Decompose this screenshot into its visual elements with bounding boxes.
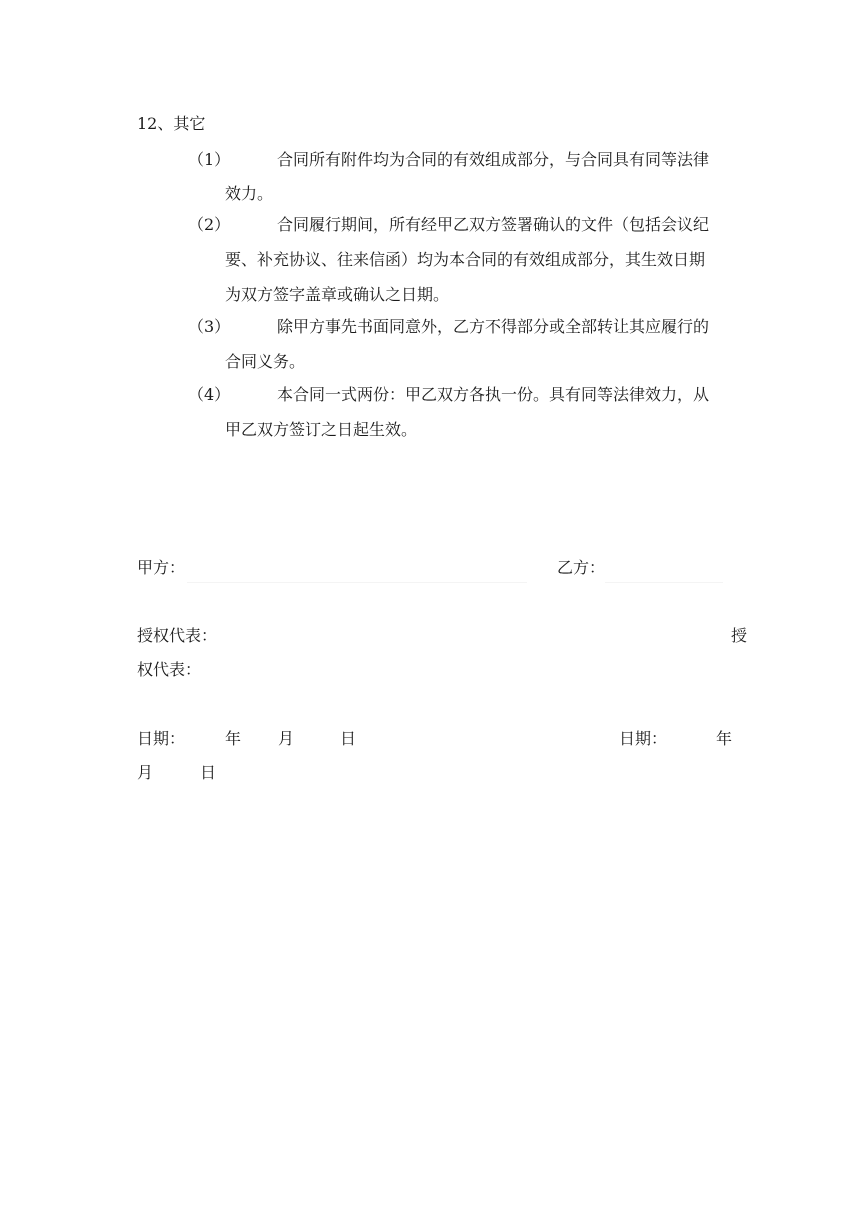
clause-number: （3）	[188, 317, 231, 336]
clause-number: （1）	[188, 150, 231, 169]
party-b-date-year: 年	[716, 729, 733, 748]
party-b-signature-line	[605, 582, 723, 583]
party-b-label: 乙方：	[557, 558, 606, 577]
clause-number: （2）	[188, 215, 231, 234]
clause-line: 合同履行期间，所有经甲乙双方签署确认的文件（包括会议纪	[277, 215, 710, 234]
party-a-date-day: 日	[340, 729, 357, 748]
party-a-label: 甲方：	[137, 558, 186, 577]
party-b-representative-label-start: 授	[731, 626, 748, 645]
clause-line: 合同所有附件均为合同的有效组成部分，与合同具有同等法律	[277, 150, 710, 169]
party-a-representative-label: 授权代表：	[137, 626, 218, 645]
party-a-date-year: 年	[225, 729, 242, 748]
clause-line: 甲乙双方签订之日起生效。	[225, 420, 418, 439]
party-b-date-label: 日期：	[619, 729, 668, 748]
clause-line: 效力。	[225, 184, 274, 203]
clause-line: 除甲方事先书面同意外，乙方不得部分或全部转让其应履行的	[277, 317, 710, 336]
party-a-signature-line	[187, 582, 527, 583]
clause-line: 为双方签字盖章或确认之日期。	[225, 285, 450, 304]
party-b-representative-label-end: 权代表：	[137, 660, 202, 679]
clause-number: （4）	[188, 385, 231, 404]
section-title: 12、其它	[137, 114, 206, 133]
party-a-date-month: 月	[278, 729, 295, 748]
party-b-date-day: 日	[200, 763, 217, 782]
clause-line: 合同义务。	[225, 352, 306, 371]
party-b-date-month: 月	[137, 763, 154, 782]
party-a-date-label: 日期：	[137, 729, 186, 748]
clause-line: 要、补充协议、往来信函）均为本合同的有效组成部分，其生效日期	[225, 250, 706, 269]
clause-line: 本合同一式两份：甲乙双方各执一份。具有同等法律效力，从	[277, 385, 710, 404]
